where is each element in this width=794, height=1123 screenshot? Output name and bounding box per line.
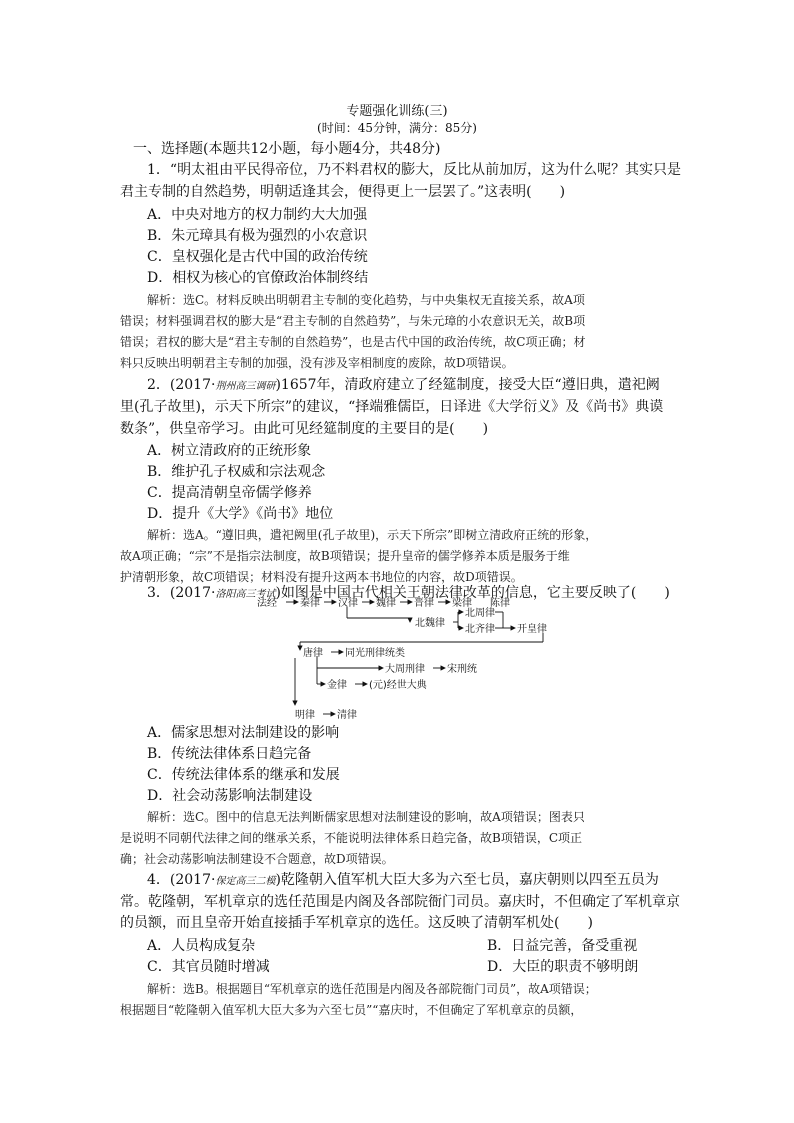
q1-option-c: C．皇权强化是古代中国的政治传统 bbox=[147, 249, 368, 265]
law-evolution-diagram bbox=[255, 592, 565, 722]
q3-explanation-3: 确；社会动荡影响法制建设不合题意，故D项错误。 bbox=[120, 852, 394, 866]
q1-explanation-1: 解析：选C。材料反映出明朝君主专制的变化趋势，与中央集权无直接关系，故A项 bbox=[147, 293, 585, 307]
q2-explanation-1: 解析：选A。“遵旧典，遣祀阙里(孔子故里)，示天下所宗”即树立清政府正统的形象， bbox=[147, 528, 598, 542]
diagram-node-jinlv2: 金律 bbox=[327, 680, 347, 691]
diagram-node-qinglv: 清律 bbox=[337, 710, 357, 721]
q2-stem-line-2: 里(孔子故里)，示天下所宗”的建议，“择端雅儒臣，日译进《大学衍义》及《尚书》典谟 bbox=[120, 399, 664, 415]
diagram-node-minglv: 明律 bbox=[295, 710, 315, 721]
q3-source: 洛阳高三考试 bbox=[215, 589, 276, 600]
q3-stem-rest: )如图是中国古代相关王朝法律改革的信息，它主要反映了( ) bbox=[275, 585, 670, 601]
q2-stem-line-1 bbox=[147, 375, 702, 397]
q1-explanation-2: 错误；材料强调君权的膨大是“君主专制的自然趋势”，与朱元璋的小农意识无关，故B项 bbox=[120, 314, 586, 328]
q4-option-a: A．人员构成复杂 bbox=[147, 938, 256, 954]
diagram-node-beiqilv: 北齐律 bbox=[465, 624, 495, 635]
diagram-node-beizhoulv: 北周律 bbox=[465, 608, 495, 619]
page-subtitle: (时间：45分钟，满分：85分) bbox=[317, 121, 477, 135]
q4-number: 4．(2017· bbox=[147, 872, 216, 888]
diagram-node-fajing: 法经 bbox=[257, 598, 277, 609]
q2-option-a: A．树立清政府的正统形象 bbox=[147, 443, 312, 459]
q2-source: 荆州高三调研 bbox=[215, 381, 276, 392]
diagram-node-jinlv: 晋律 bbox=[414, 598, 434, 609]
q3-option-b: B．传统法律体系日趋完备 bbox=[147, 746, 312, 762]
section-heading: 一、选择题(本题共12小题，每小题4分，共48分) bbox=[133, 141, 441, 157]
q1-option-b: B．朱元璋具有极为强烈的小农意识 bbox=[147, 228, 368, 244]
q4-option-d: D．大臣的职责不够明朗 bbox=[487, 959, 639, 975]
q3-number: 3．(2017· bbox=[147, 585, 216, 601]
q1-option-d: D．相权为核心的官僚政治体制终结 bbox=[147, 270, 369, 286]
diagram-node-beiweilv: 北魏律 bbox=[415, 618, 445, 629]
q3-option-a: A．儒家思想对法制建设的影响 bbox=[147, 725, 340, 741]
q1-stem-line-1: 1．“明太祖由平民得帝位，乃不料君权的膨大，反比从前加厉，这为什么呢？其实只是 bbox=[147, 162, 682, 178]
diagram-node-weilv: 魏律 bbox=[376, 598, 396, 609]
q4-stem-line-1 bbox=[147, 870, 702, 892]
q1-explanation-3: 错误；君权的膨大是“君主专制的自然趋势”，也是古代中国的政治传统，故C项正确；材 bbox=[120, 335, 586, 349]
q2-option-b: B．维护孔子权威和宗法观念 bbox=[147, 464, 326, 480]
q2-explanation-2: 故A项正确；“宗”不是指宗法制度，故B项错误；提升皇帝的儒学修养本质是服务于维 bbox=[120, 549, 570, 563]
q3-option-d: D．社会动荡影响法制建设 bbox=[147, 788, 313, 804]
diagram-node-kaihuanglv: 开皇律 bbox=[517, 624, 547, 635]
diagram-node-dazhou: 大周刑律 bbox=[385, 664, 425, 675]
q4-explanation-2: 根据题目“乾隆朝入值军机大臣大多为六至七员”“嘉庆时，不但确定了军机章京的员额， bbox=[120, 1003, 583, 1017]
diagram-node-jingshidadian: (元)经世大典 bbox=[369, 680, 427, 691]
diagram-node-chenlv: 陈律 bbox=[490, 598, 510, 609]
q4-stem-line-3: 的员额，而且皇帝开始直接插手军机章京的选任。这反映了清朝军机处( ) bbox=[120, 915, 593, 931]
q3-option-c: C．传统法律体系的继承和发展 bbox=[147, 767, 340, 783]
q4-option-b: B．日益完善，备受重视 bbox=[487, 938, 638, 954]
q2-explanation-3: 护清朝形象，故C项错误；材料没有提升这两本书地位的内容，故D项错误。 bbox=[120, 570, 523, 584]
diagram-node-tanglv: 唐律 bbox=[303, 648, 323, 659]
q1-option-a: A．中央对地方的权力制约大大加强 bbox=[147, 207, 368, 223]
diagram-node-songxingtong: 宋刑统 bbox=[447, 664, 477, 675]
diagram-node-tongguang: 同光刑律统类 bbox=[345, 648, 405, 659]
diagram-node-hanlv: 汉律 bbox=[338, 598, 358, 609]
q3-explanation-1: 解析：选C。图中的信息无法判断儒家思想对法制建设的影响，故A项错误；图表只 bbox=[147, 810, 585, 824]
diagram-node-lianglv: 梁律 bbox=[452, 598, 472, 609]
q2-stem-rest: )1657年，清政府建立了经筵制度，接受大臣“遵旧典，遣祀阙 bbox=[275, 377, 660, 393]
diagram-node-qinlv: 秦律 bbox=[300, 598, 320, 609]
q3-explanation-2: 是说明不同朝代法律之间的继承关系，不能说明法律体系日趋完备，故B项错误，C项正 bbox=[120, 831, 583, 845]
q4-stem-rest: )乾隆朝入值军机大臣大多为六至七员，嘉庆朝则以四至五员为 bbox=[275, 872, 659, 888]
page-title: 专题强化训练(三) bbox=[346, 104, 448, 119]
q1-stem-line-2: 君主专制的自然趋势，明朝适逢其会，便得更上一层罢了。”这表明( ) bbox=[120, 184, 566, 200]
q4-stem-line-2: 常。乾隆朝，军机章京的选任范围是内阁及各部院衙门司员。嘉庆时，不但确定了军机章京 bbox=[120, 894, 680, 910]
q2-option-d: D．提升《大学》《尚书》地位 bbox=[147, 506, 334, 522]
q2-option-c: C．提高清朝皇帝儒学修养 bbox=[147, 485, 312, 501]
q2-number: 2．(2017· bbox=[147, 377, 216, 393]
q4-source: 保定高三二模 bbox=[215, 876, 276, 887]
q4-explanation-1: 解析：选B。根据题目“军机章京的选任范围是内阁及各部院衙门司员”，故A项错误； bbox=[147, 982, 597, 996]
q1-explanation-4: 料只反映出明朝君主专制的加强，没有涉及宰相制度的废除，故D项错误。 bbox=[120, 356, 514, 370]
q4-option-c: C．其官员随时增减 bbox=[147, 959, 270, 975]
q2-stem-line-3: 数条”，供皇帝学习。由此可见经筵制度的主要目的是( ) bbox=[120, 421, 489, 437]
